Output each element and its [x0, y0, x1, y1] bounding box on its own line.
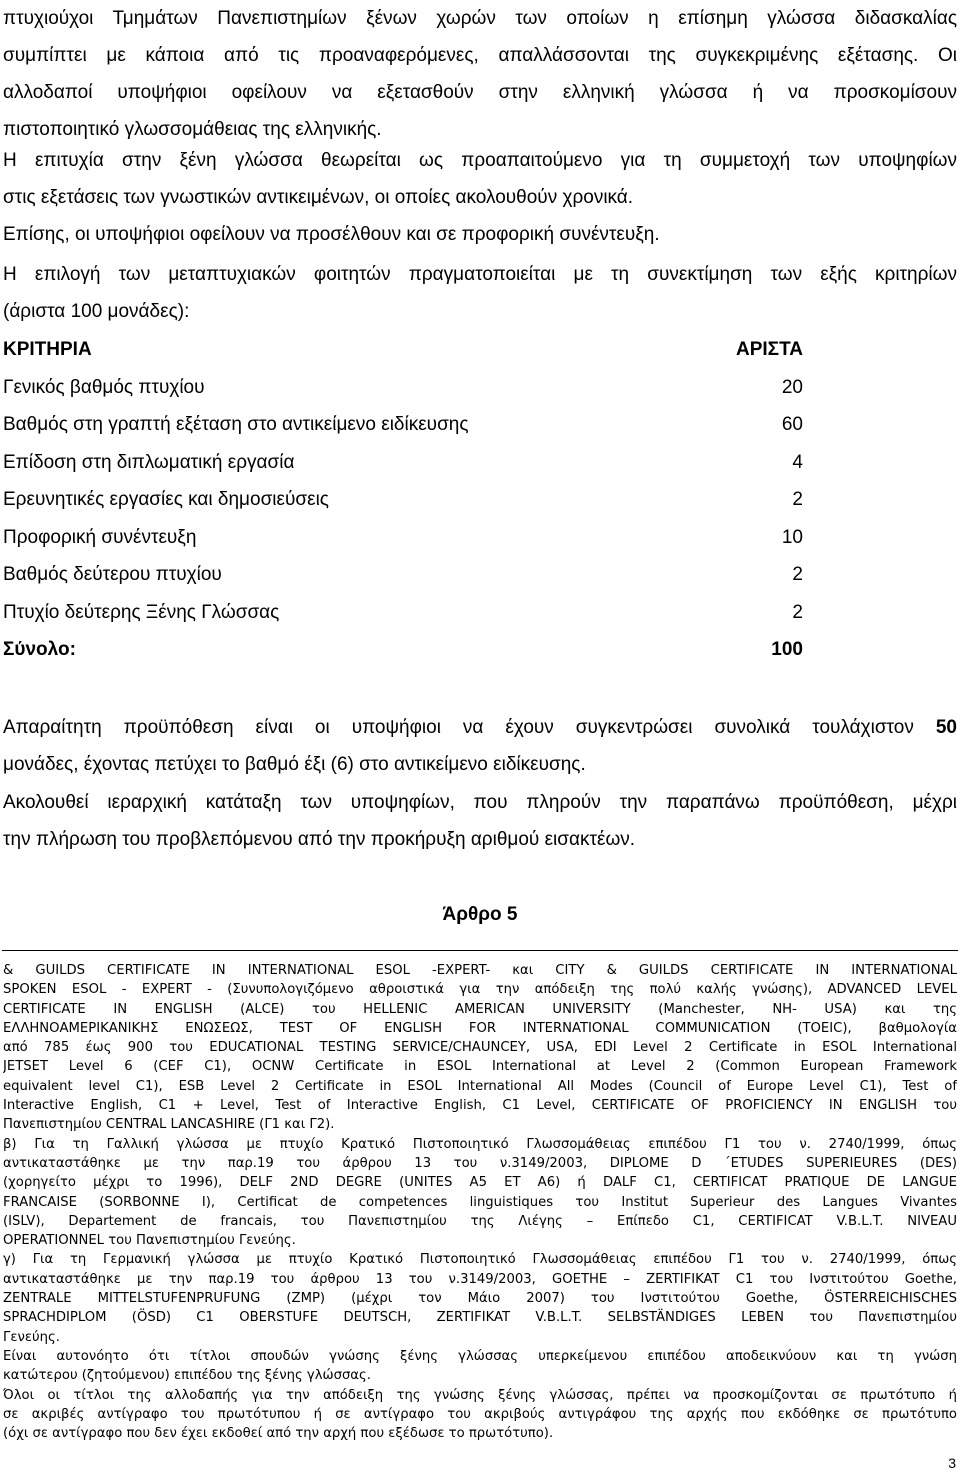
text-line: Ακολουθεί ιεραρχική κατάταξη των υποψηφίων, που πληρούν την παραπάνω προϋπόθεση, μέχρι	[3, 792, 957, 813]
footnote-line: SPOKEN ESOL - EXPERT - (Συνυπολογιζόμενο αθροιστικά για την απόδειξη της πολύ καλής γνώσης), ADVANCED LEVEL	[3, 982, 957, 998]
text-line: πιστοποιητικό γλωσσομάθειας της ελληνικής.	[3, 119, 382, 140]
footnote-line: σε ακριβές αντίγραφο του πρωτότυπου ή σε αντίγραφο του ακριβούς αντιγράφου της αρχής που εκδόθηκε σε πρωτότυπο	[3, 1406, 957, 1422]
paragraph-ranking	[3, 784, 957, 858]
criteria-label: Προφορική συνέντευξη	[3, 527, 197, 548]
footnote-line: Interactive English, C1 + Level, Test of Interactive English, C1 Level, CERTIFICATE OF PROFICIENCY IN ENGLISH του	[3, 1098, 957, 1114]
text-line: μονάδες, έχοντας πετύχει το βαθμό έξι (6) στο αντικείμενο ειδίκευσης.	[3, 754, 586, 775]
paragraph-minimum-requirement	[3, 709, 957, 783]
footnote-line: β) Για τη Γαλλική γλώσσα με πτυχίο Κρατικό Πιστοποιητικό Γλωσσομάθειας επιπέδου Γ1 του ν. 2740/1999, όπως	[3, 1136, 957, 1152]
footnote-line: FRANCAISE (SORBONNE I), Certificat de competences linguistiques του Institut Superieur des Langues Vivantes	[3, 1194, 957, 1210]
criteria-row	[3, 481, 803, 518]
footnote-line: ΕΛΛΗΝΟΑΜΕΡΙΚΑΝΙΚΗΣ ΕΝΩΣΕΩΣ, TEST OF ENGLISH FOR INTERNATIONAL COMMUNICATION (TOEIC), βαθμολογία	[3, 1020, 957, 1036]
footnote-line: equivalent level C1), ESB Level 2 Certificate in ESOL International All Modes (Council of Europe Level C1), Test of	[3, 1078, 957, 1094]
page-number: 3	[948, 1455, 956, 1471]
criteria-row	[3, 406, 803, 443]
criteria-value: 2	[792, 564, 803, 585]
criteria-value: 10	[781, 527, 803, 548]
criteria-value: 20	[781, 377, 803, 398]
footnote-line: Όλοι οι τίτλοι της αλλοδαπής για την απόδειξη της γνώσης ξένης γλώσσας, πρέπει να προσκομίζονται σε πρωτότυπο ή	[3, 1387, 957, 1403]
criteria-value: 2	[792, 602, 803, 623]
criteria-value: 2	[792, 489, 803, 510]
criteria-label: Γενικός βαθμός πτυχίου	[3, 377, 205, 398]
criteria-label: Βαθμός στη γραπτή εξέταση στο αντικείμενο ειδίκευσης	[3, 414, 469, 435]
paragraph-interview	[3, 216, 957, 253]
text-line: Η επιτυχία στην ξένη γλώσσα θεωρείται ως προαπαιτούμενο για τη συμμετοχή των υποψηφίων	[3, 150, 957, 171]
criteria-total-label: Σύνολο:	[3, 639, 76, 660]
text-span: Απαραίτητη προϋπόθεση είναι οι υποψήφιοι να έχουν συγκεντρώσει συνολικά τουλάχιστον	[3, 717, 914, 738]
criteria-value: 60	[781, 414, 803, 435]
paragraph-language-exemption	[3, 0, 957, 148]
criteria-row	[3, 519, 803, 556]
footnote-line: (όχι σε αντίγραφο που δεν έχει εκδοθεί από την αρχή που εξέδωσε το πρωτότυπο).	[3, 1426, 554, 1442]
footnote-line: (χορηγείτο μέχρι το 1996), DELF 2ND DEGRE (UNITES A5 ET A6) ή DALF C1, CERTIFICAT PRATIQUE DE LANGUE	[3, 1175, 957, 1191]
text-line: αλλοδαποί υποψήφιοι οφείλουν να εξετασθούν στην ελληνική γλώσσα ή να προσκομίσουν	[3, 82, 957, 103]
text-line	[3, 709, 957, 746]
text-line: στις εξετάσεις των γνωστικών αντικειμένων, οι οποίες ακολουθούν χρονικά.	[3, 187, 634, 208]
text-line: συμπίπτει με κάποια από τις προαναφερόμενες, απαλλάσσονται της συγκεκριμένης εξέτασης. Οι	[3, 45, 957, 66]
criteria-label: Βαθμός δεύτερου πτυχίου	[3, 564, 222, 585]
text-line: την πλήρωση του προβλεπόμενου από την προκήρυξη αριθμού εισακτέων.	[3, 829, 636, 850]
footnote-line: γ) Για τη Γερμανική γλώσσα με πτυχίο Κρατικό Πιστοποιητικό Γλωσσομάθειας επιπέδου Γ1 του ν. 2740/1999, όπως	[3, 1252, 957, 1268]
footnotes	[3, 961, 957, 1443]
footnote-line: κατώτερου (ζητούμενου) επιπέδου της ξένης γλώσσας.	[3, 1368, 371, 1384]
footnote-line: (ISLV), Departement de francais, του Πανεπιστημίου της Λιέγης – Επίπεδο C1, CERTIFICAT V.B.L.T. NIVEAU	[3, 1213, 957, 1229]
footnote-line: αντικαταστάθηκε με την παρ.19 του άρθρου 13 του ν.3149/2003, GOETHE – ZERTIFIKAT C1 του Ινστιτούτου Goethe,	[3, 1271, 957, 1287]
criteria-label: Επίδοση στη διπλωματική εργασία	[3, 452, 295, 473]
criteria-row	[3, 556, 803, 593]
footnote-line: & GUILDS CERTIFICATE IN INTERNATIONAL ESOL -EXPERT- και CITY & GUILDS CERTIFICATE IN INTERNATIONAL	[3, 963, 957, 978]
text-line: πτυχιούχοι Τμημάτων Πανεπιστημίων ξένων χωρών των οποίων η επίσημη γλώσσα διδασκαλίας	[3, 8, 957, 29]
criteria-label: Ερευνητικές εργασίες και δημοσιεύσεις	[3, 489, 329, 510]
criteria-label: Πτυχίο δεύτερης Ξένης Γλώσσας	[3, 602, 280, 623]
text-line: (άριστα 100 μονάδες):	[3, 301, 190, 322]
paragraph-language-prerequisite	[3, 142, 957, 216]
minimum-points: 50	[935, 717, 957, 738]
footnote-line: Πανεπιστημίου CENTRAL LANCASHIRE (Γ1 και Γ2).	[3, 1117, 335, 1133]
criteria-header-label: ΚΡΙΤΗΡΙΑ	[3, 339, 92, 360]
criteria-row	[3, 594, 803, 631]
footnote-line: SPRACHDIPLOM (ÖSD) C1 OBERSTUFE DEUTSCH, ZERTIFIKAT V.B.L.T. SELBSTÄNDIGES LEBEN του Πανεπιστημίου	[3, 1310, 957, 1326]
paragraph-selection-criteria	[3, 256, 957, 330]
footnote-line: από 785 έως 900 του EDUCATIONAL TESTING SERVICE/CHAUNCEY, USA, EDI Level 2 Certificate in ESOL International	[3, 1040, 957, 1056]
footnote-line: Είναι αυτονόητο ότι τίτλοι σπουδών γνώσης ξένης γλώσσας υπερκείμενου επιπέδου αποδεικνύουν και τη γνώση	[3, 1348, 957, 1364]
criteria-total	[3, 631, 803, 668]
criteria-value: 4	[792, 452, 803, 473]
footnote-line: JETSET Level 6 (CEF C1), OCNW Certificate in ESOL International at Level 2 (Common European Framework	[3, 1059, 957, 1075]
criteria-header	[3, 331, 803, 368]
criteria-total-value: 100	[771, 639, 803, 660]
text-line: Επίσης, οι υποψήφιοι οφείλουν να προσέλθουν και σε προφορική συνέντευξη.	[3, 224, 660, 245]
footnote-line: Γενεύης.	[3, 1329, 60, 1345]
criteria-row	[3, 369, 803, 406]
footnote-line: CERTIFICATE IN ENGLISH (ALCE) του HELLENIC AMERICAN UNIVERSITY (Manchester, NH- USA) και της	[3, 1001, 957, 1017]
footnote-separator	[2, 950, 958, 951]
footnote-line: OPERATIONNEL του Πανεπιστημίου Γενεύης.	[3, 1233, 296, 1249]
article-title: Άρθρο 5	[442, 904, 518, 925]
footnote-line: ZENTRALE MITTELSTUFENPRUFUNG (ZMP) (μέχρι τον Μάιο 2007) του Ινστιτούτου Goethe, ÖSTERREICHISCHES	[3, 1291, 957, 1307]
text-line: Η επιλογή των μεταπτυχιακών φοιτητών πραγματοποιείται με τη συνεκτίμηση των εξής κριτηρίων	[3, 264, 957, 285]
criteria-header-value: ΑΡΙΣΤΑ	[736, 339, 803, 360]
criteria-row	[3, 444, 803, 481]
footnote-line: αντικαταστάθηκε με την παρ.19 του άρθρου 13 του ν.3149/2003, DIPLOME D ΄ETUDES SUPERIEURES (DES)	[3, 1155, 957, 1171]
